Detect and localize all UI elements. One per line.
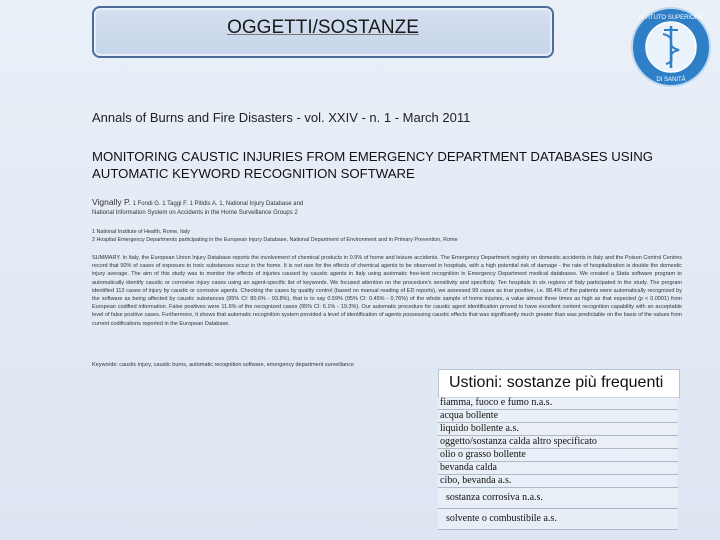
ustioni-header-box <box>438 369 680 398</box>
substance-row: cibo, bevanda a.s. <box>438 475 678 488</box>
ustioni-header-text: Ustioni: sostanze più frequenti <box>449 374 664 391</box>
authors-group: National Information System on Accidents in the Home Surveillance Groups 2 <box>92 210 298 216</box>
other-authors: 1 Fondi G. 1 Taggi F. 1 Pitidis A. 1, National Injury Database and <box>132 201 304 207</box>
institute-seal-logo <box>630 6 712 88</box>
substances-table <box>438 397 678 530</box>
substance-row: olio o grasso bollente <box>438 449 678 462</box>
substance-row: acqua bollente <box>438 410 678 423</box>
keywords-line: Keywords: caustic injury, caustic burns, automatic recognition software, emergency department surveillance <box>92 362 354 368</box>
affiliations <box>92 228 692 244</box>
affiliation-1: 1 National Institute of Health, Rome, Italy <box>92 229 190 235</box>
substance-row: liquido bollente a.s. <box>438 423 678 436</box>
svg-text:DI SANITÀ: DI SANITÀ <box>656 77 686 83</box>
substance-row: solvente o combustibile a.s. <box>438 509 678 530</box>
substance-row: bevanda calda <box>438 462 678 475</box>
substance-row: sostanza corrosiva n.a.s. <box>438 488 678 509</box>
lead-author: Vignally P. <box>92 197 131 207</box>
slide-title-box <box>92 6 554 58</box>
paper-authors <box>92 198 692 218</box>
slide-title: OGGETTI/SOSTANZE <box>227 17 419 38</box>
abstract-text: SUMMARY. In Italy, the European Union Injury Database reports the involvement of chemical products in 0.9% of home and leisure accidents. The Emergency Department registry on domestic accidents in Italy and the Poison Control Centres record that 90% of cases of exposure to toxic substances occur in the home. It is not rare for the effects of chemical agents to be observed in hospitals, with a high potential risk of damage - the rate of hospitalization is double the domestic injury average. The aim of this study was to monitor the effects of injuries caused by caustic agents in Italy using automatic free-text recognition in Emergency Department medical databases. We created a Stata software program to automatically identify caustic or corrosive injury cases using an agent-specific list of keywords. We focused attention on the procedure's sensitivity and specificity. Ten hospitals in six regions of Italy participated in the study. The program identified 112 cases of injury by caustic or corrosive agents. Checking the cases by quality control (based on manual reading of ED reports), we assessed 99 cases as true positive, i.e. 88.4% of the patients were automatically recognized by the software as being affected by caustic substances (95% CI: 80.6% - 93.8%), that is to say 0.59% (95% CI: 0.45% - 0.76%) of the whole sample of home injuries, a value almost three times as high as that expected (p < 0.0001) from European codified information. False positives were 11.6% of the recognized cases (95% CI: 6.1% - 19.3%). Our automatic procedure for caustic agent identification proved to have excellent content recognition capability with an acceptable level of false positive cases. Furthermore, it shows that automatic recognition system provided a level of identification of agents possessing caustic effects that was significantly much greater than was predictable on the basis of the values from current codifications reported in the European Database. <box>92 255 682 327</box>
paper-headline: MONITORING CAUSTIC INJURIES FROM EMERGENCY DEPARTMENT DATABASES USING AUTOMATIC KEYWORD RECOGNITION SOFTWARE <box>92 149 654 181</box>
affiliation-2: 2 Hospital Emergency Departments participating in the European Injury Database, National Department of Environment and in Primary Prevention, Rome <box>92 237 458 243</box>
substance-row: oggetto/sostanza calda altro specificato <box>438 436 678 449</box>
substance-row: fiamma, fuoco e fumo n.a.s. <box>438 397 678 410</box>
journal-citation: Annals of Burns and Fire Disasters - vol. XXIV - n. 1 - March 2011 <box>92 110 471 125</box>
svg-text:ISTITUTO SUPERIORE: ISTITUTO SUPERIORE <box>638 15 704 21</box>
